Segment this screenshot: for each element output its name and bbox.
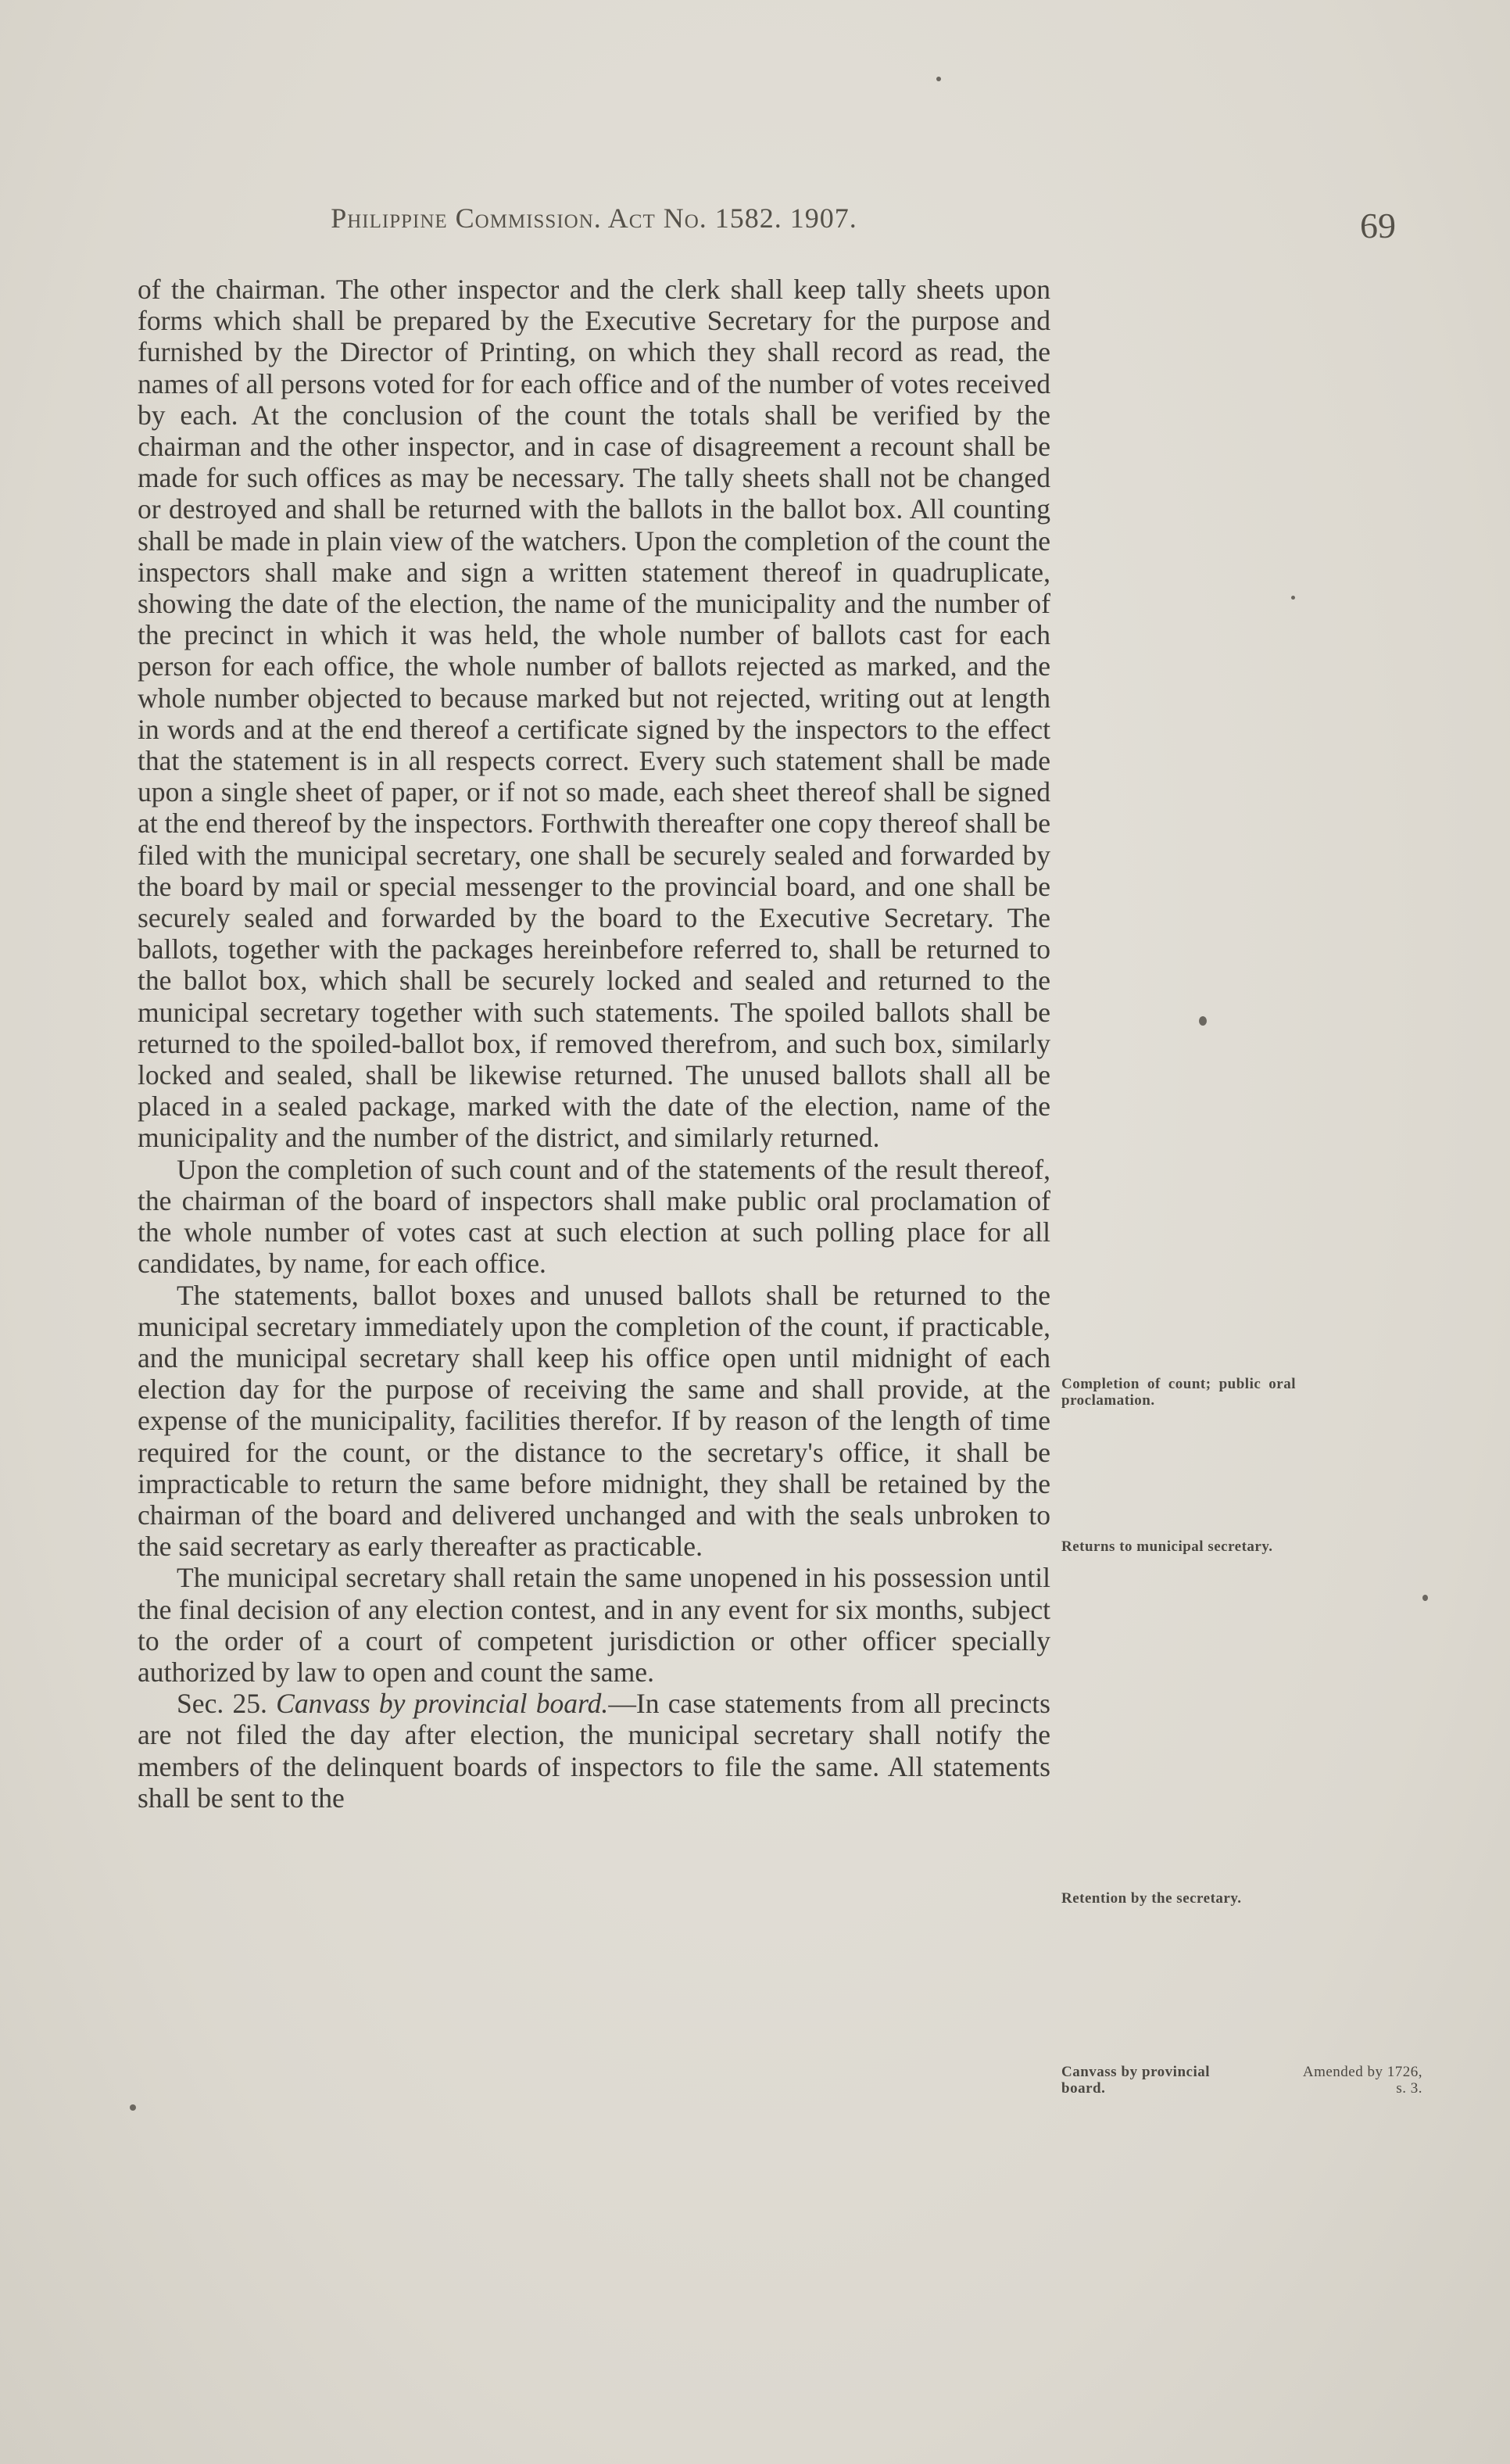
paragraph-1: of the chairman. The other inspector and the clerk shall keep tally sheets upon forms which shall be prepared by the Executive Secretary for the purpose and furnished by the Director of Printing, on which they shall record as read, the names of all persons voted for for each office and of the number of votes received by each. At the conclusion of the count the totals shall be verified by the chairman and the other inspector, and in case of disagreement a recount shall be made for such offices as may be necessary. The tally sheets shall not be changed or destroyed and shall be returned with the ballots in the ballot box. All counting shall be made in plain view of the watchers. Upon the completion of the count the inspectors shall make and sign a written statement thereof in quadruplicate, showing the date of the election, the name of the municipality and the number of the precinct in which it was held, the whole number of ballots cast for each person for each office, the whole number of ballots rejected as marked, and the whole number objected to because marked but not rejected, writing out at length in words and at the end thereof a certificate signed by the inspectors to the effect that the statement is in all respects correct. Every such statement shall be made upon a single sheet of paper, or if not so made, each sheet thereof shall be signed at the end thereof by the inspectors. Forthwith thereafter one copy thereof shall be filed with the municipal secretary, one shall be securely sealed and forwarded by the board by mail or special messenger to the provincial board, and one shall be securely sealed and forwarded by the board to the Executive Secretary. The ballots, together with the packages hereinbefore referred to, shall be returned to the ballot box, which shall be securely locked and sealed and returned to the municipal secretary together with such statements. The spoiled ballots shall be returned to the spoiled-ballot box, if removed therefrom, and such box, similarly locked and sealed, shall be likewise returned. The unused ballots shall all be placed in a sealed package, marked with the date of the election, name of the municipality and the number of the district, and similarly returned. <box>138 274 1050 1154</box>
running-header: Philippine Commission. Act No. 1582. 1907. <box>331 202 857 234</box>
margin-note-completion: Completion of count; public oral proclamation. <box>1061 1376 1296 1409</box>
paragraph-3: The statements, ballot boxes and unused ballots shall be returned to the municipal secretary immediately upon the completion of the count, if practicable, and the municipal secretary shall keep his office open until midnight of each election day for the purpose of receiving the same and shall provide, at the expense of the municipality, facilities therefor. If by reason of the length of time required for the count, or the distance to the secretary's office, it shall be impracticable to return the same before midnight, they shall be retained by the chairman of the board and delivered unchanged and with the seals unbroken to the said secretary as early thereafter as practicable. <box>138 1279 1050 1563</box>
paragraph-4: The municipal secretary shall retain the same unopened in his possession until the final decision of any election contest, and in any event for six months, subject to the order of a court of competent jurisdiction or other officer specially authorized by law to open and count the same. <box>138 1562 1050 1688</box>
body-text <box>138 274 1050 1814</box>
paragraph-2: Upon the completion of such count and of the statements of the result thereof, the chairman of the board of inspectors shall make public oral proclamation of the whole number of votes cast at such election at such polling place for all candidates, by name, for each office. <box>138 1153 1050 1280</box>
margin-note-amended: Amended by 1726, s. 3. <box>1302 2064 1422 2097</box>
ink-speck <box>1199 1016 1207 1026</box>
margin-note-retention: Retention by the secretary. <box>1061 1890 1242 1907</box>
margin-note-canvass: Canvass by provincial board. <box>1061 2064 1210 2097</box>
ink-speck <box>936 77 941 81</box>
section-25-paragraph <box>138 1688 1050 1814</box>
section-number: Sec. 25. <box>177 1688 267 1720</box>
ink-speck <box>1291 596 1295 600</box>
ink-speck <box>130 2104 136 2111</box>
section-heading: Canvass by provincial board. <box>276 1688 609 1720</box>
margin-note-returns: Returns to municipal secretary. <box>1061 1538 1273 1555</box>
ink-speck <box>1422 1595 1428 1601</box>
section-text: —In case statements from all precincts are not filed the day after election, the municipal secretary shall notify the members of the delinquent boards of inspectors to file the same. All statements shall be sent to the <box>138 1688 1050 1814</box>
page-number: 69 <box>1360 206 1396 245</box>
